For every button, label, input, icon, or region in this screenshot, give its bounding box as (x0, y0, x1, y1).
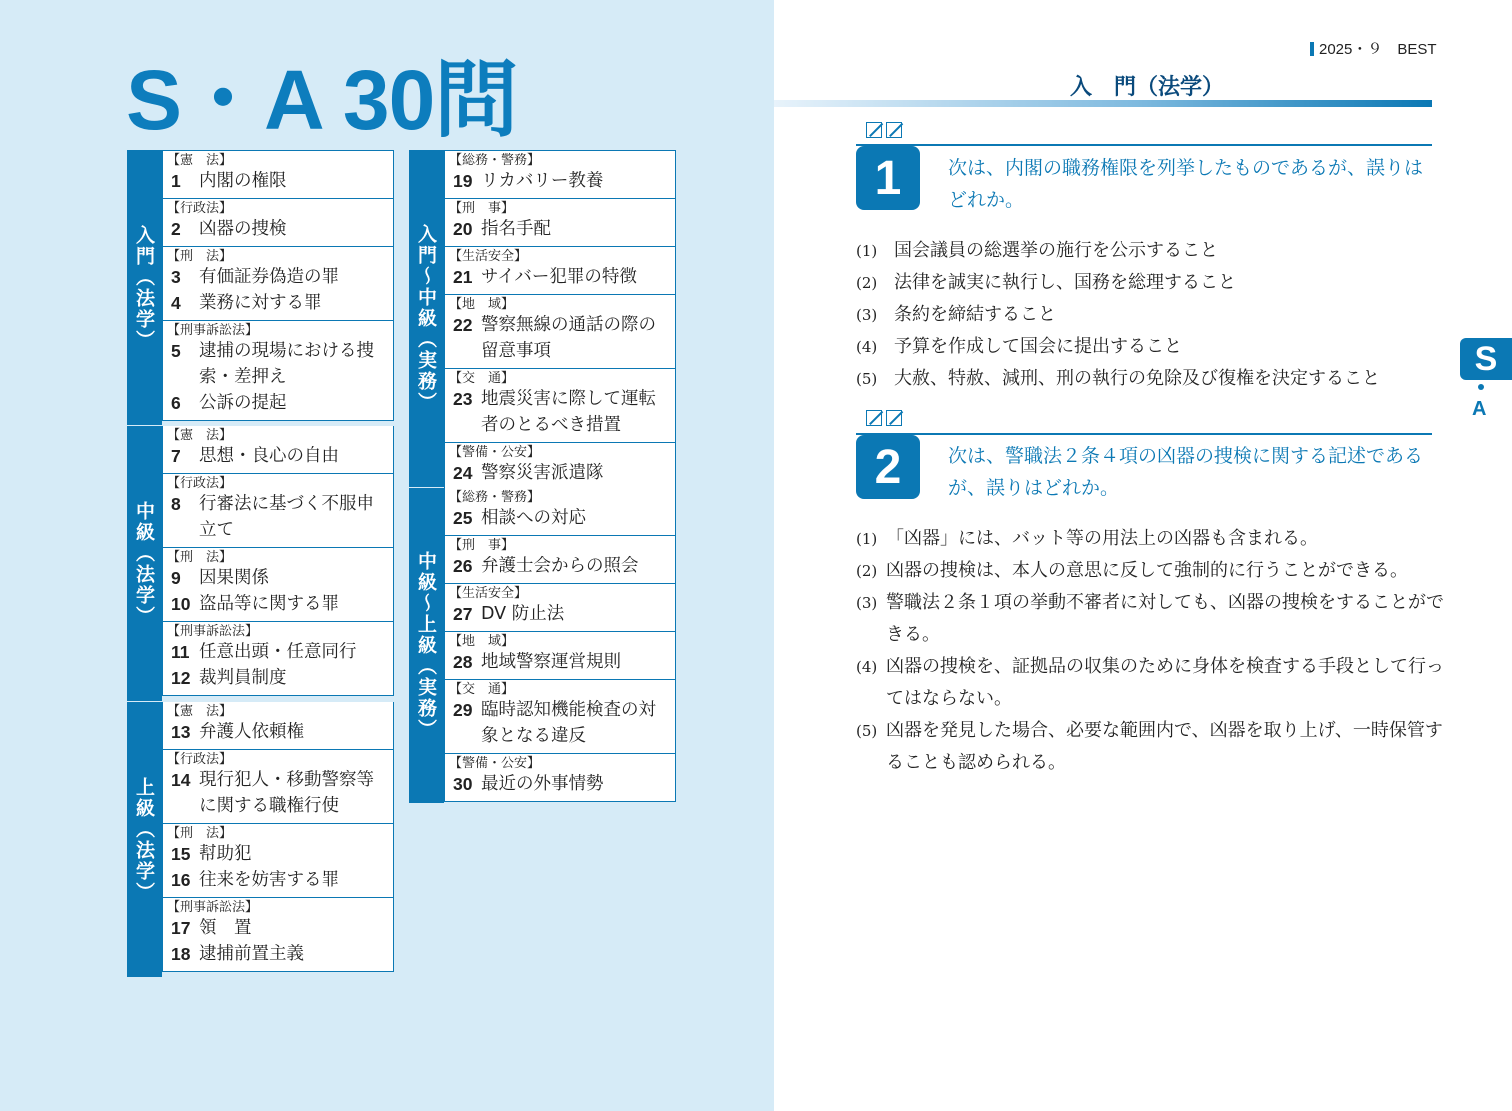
toc-item-number: 2 (171, 219, 181, 239)
toc-category: 【行政法】 (167, 476, 233, 491)
toc-category: 【地 域】 (449, 297, 515, 312)
toc-item-title: 逮捕前置主義 (199, 944, 304, 964)
toc-item[interactable] (167, 338, 391, 390)
choice-number: (3) (856, 594, 878, 612)
toc-item[interactable] (167, 639, 391, 665)
toc-item[interactable] (449, 460, 673, 486)
choice-text: 「凶器」には、バット等の用法上の凶器も含まれる。 (886, 528, 1318, 549)
toc-category: 【交 通】 (449, 371, 515, 386)
toc-item-title: 指名手配 (481, 219, 551, 239)
check-box[interactable] (886, 122, 902, 138)
section-title: 入 門（法学） (1070, 75, 1225, 100)
choice-text: 凶器を発見した場合、必要な範囲内で、凶器を取り上げ、一時保管することも認められる。 (886, 720, 1443, 773)
toc-item-number: 6 (171, 393, 181, 413)
toc-item-number: 19 (453, 171, 473, 191)
choice-text: 凶器の捜検は、本人の意思に反して強制的に行うことができる。 (886, 560, 1408, 581)
toc-item-title: 警察無線の通話の際の留意事項 (481, 315, 656, 361)
toc-item[interactable] (167, 491, 391, 543)
toc-item[interactable] (449, 697, 673, 749)
toc-item-number: 16 (171, 870, 191, 890)
toc-item-number: 8 (171, 494, 181, 514)
toc-group-body (444, 150, 676, 488)
toc-item-title: 最近の外事情勢 (481, 774, 604, 794)
choice-item[interactable] (856, 587, 1446, 651)
toc-section (444, 150, 676, 199)
toc-section (162, 247, 394, 321)
toc-column-2 (409, 150, 676, 804)
toc-item-number: 26 (453, 556, 473, 576)
toc-category: 【警備・公安】 (449, 445, 541, 460)
toc-item[interactable] (167, 290, 391, 316)
toc-group-label (127, 702, 162, 978)
toc-item-number: 27 (453, 604, 473, 624)
toc-section (444, 584, 676, 632)
toc-item[interactable] (167, 390, 391, 416)
side-tab-dot (1478, 384, 1484, 390)
question-rule (856, 433, 1432, 435)
toc-group-label-text: 中級（法学） (133, 500, 155, 627)
title-rule (774, 100, 1432, 107)
toc-category: 【生活安全】 (449, 249, 528, 264)
toc-category: 【刑 事】 (449, 538, 515, 553)
choice-number: (4) (856, 658, 878, 676)
toc-item-number: 12 (171, 668, 191, 688)
choice-number: (2) (856, 274, 878, 292)
toc-item-title: 地域警察運営規則 (481, 652, 621, 672)
toc-item[interactable] (167, 719, 391, 745)
toc-section (162, 474, 394, 548)
page-title: S・A 30問 (126, 53, 518, 147)
toc-item-number: 21 (453, 267, 473, 287)
toc-item[interactable] (449, 312, 673, 364)
toc-category: 【刑 法】 (167, 826, 233, 841)
toc-item[interactable] (449, 771, 673, 797)
toc-group (127, 702, 394, 978)
question-number-badge: 2 (856, 435, 920, 499)
header-text: 2025・９ BEST (1319, 41, 1437, 58)
check-box[interactable] (866, 410, 882, 426)
choice-text: 大赦、特赦、減刑、刑の執行の免除及び復権を決定すること (894, 368, 1380, 389)
toc-group (409, 488, 676, 804)
toc-section (162, 824, 394, 898)
toc-item-number: 17 (171, 918, 191, 938)
toc-group-body (162, 702, 394, 978)
toc-item-title: 思想・良心の自由 (199, 446, 339, 466)
toc-item-title: 弁護士会からの照会 (481, 556, 639, 576)
toc-category: 【総務・警務】 (449, 153, 541, 168)
toc-group-label-text: 中級〜上級（実務） (415, 551, 437, 740)
toc-category: 【警備・公安】 (449, 756, 541, 771)
toc-item-title: DV 防止法 (481, 604, 565, 624)
toc-category: 【行政法】 (167, 752, 233, 767)
toc-section (444, 632, 676, 680)
toc-group-label (409, 488, 444, 804)
toc-item[interactable] (449, 649, 673, 675)
toc-item-title: サイバー犯罪の特徴 (481, 267, 637, 287)
toc-section (444, 680, 676, 754)
toc-section (444, 295, 676, 369)
choice-item[interactable] (856, 299, 1446, 331)
toc-group-label (409, 150, 444, 488)
toc-item[interactable] (167, 841, 391, 867)
choice-text: 凶器の捜検を、証拠品の収集のために身体を検査する手段として行ってはならない。 (886, 656, 1444, 709)
toc-item-title: 盗品等に関する罪 (199, 594, 339, 614)
toc-item-title: 有価証券偽造の罪 (199, 267, 339, 287)
toc-group-body (162, 150, 394, 426)
choice-item[interactable] (856, 715, 1446, 779)
toc-item[interactable] (449, 601, 673, 627)
toc-item[interactable] (167, 767, 391, 819)
toc-section (162, 750, 394, 824)
toc-item-number: 1 (171, 171, 181, 191)
toc-section (162, 548, 394, 622)
toc-group (409, 150, 676, 488)
toc-item[interactable] (449, 386, 673, 438)
toc-category: 【刑 法】 (167, 249, 233, 264)
check-box[interactable] (886, 410, 902, 426)
choice-item[interactable] (856, 523, 1446, 555)
toc-item[interactable] (167, 565, 391, 591)
toc-item-number: 28 (453, 652, 473, 672)
choice-item[interactable] (856, 267, 1446, 299)
toc-item[interactable] (167, 264, 391, 290)
toc-category: 【刑事訴訟法】 (167, 624, 259, 639)
toc-item-number: 3 (171, 267, 181, 287)
toc-item-number: 29 (453, 700, 473, 720)
toc-section (162, 622, 394, 696)
toc-item-number: 22 (453, 315, 473, 335)
toc-section (444, 369, 676, 443)
choice-text: 予算を作成して国会に提出すること (894, 336, 1182, 357)
toc-section (162, 426, 394, 474)
toc-category: 【憲 法】 (167, 704, 233, 719)
toc-item-title: 公訴の提起 (199, 393, 287, 413)
toc-section (162, 199, 394, 247)
toc-item-number: 11 (171, 642, 190, 662)
choice-text: 条約を締結すること (894, 304, 1056, 325)
toc-group-label-text: 入門（法学） (133, 224, 155, 351)
toc-section (444, 199, 676, 247)
toc-column-1 (127, 150, 394, 978)
toc-item-title: 内閣の権限 (199, 171, 287, 191)
check-boxes-q1 (866, 122, 902, 138)
toc-item[interactable] (449, 264, 673, 290)
toc-item-number: 7 (171, 446, 181, 466)
choice-number: (2) (856, 562, 878, 580)
choice-list-q2 (856, 523, 1446, 779)
toc-group-label-text: 入門〜中級（実務） (415, 224, 437, 413)
toc-item[interactable] (449, 553, 673, 579)
toc-category: 【行政法】 (167, 201, 233, 216)
running-header (1310, 38, 1437, 59)
side-tab-s: S (1460, 338, 1512, 380)
choice-item[interactable] (856, 555, 1446, 587)
toc-section (444, 536, 676, 584)
toc-item[interactable] (167, 941, 391, 967)
toc-item-number: 14 (171, 770, 191, 790)
choice-text: 国会議員の総選挙の施行を公示すること (894, 240, 1218, 261)
choice-number: (1) (856, 242, 878, 260)
toc-group-label (127, 426, 162, 702)
toc-group-body (162, 426, 394, 702)
check-boxes-q2 (866, 410, 902, 426)
toc-item-title: 現行犯人・移動警察等に関する職権行使 (199, 770, 374, 816)
question-stem: 次は、警職法２条４項の凶器の捜検に関する記述であるが、誤りはどれか。 (948, 445, 1424, 499)
toc-item[interactable] (167, 591, 391, 617)
header-mark (1310, 42, 1314, 56)
choice-number: (5) (856, 722, 878, 740)
toc-item-title: リカバリー教養 (481, 171, 604, 191)
toc-item-title: 凶器の捜検 (199, 219, 287, 239)
choice-list-q1 (856, 235, 1446, 395)
side-tab-a: A (1472, 398, 1487, 420)
toc-group-label-text: 上級（法学） (133, 776, 155, 903)
toc-category: 【憲 法】 (167, 153, 233, 168)
toc-item-title: 行審法に基づく不服申立て (199, 494, 374, 540)
toc-category: 【交 通】 (449, 682, 515, 697)
toc-item-number: 25 (453, 508, 473, 528)
toc-item[interactable] (167, 168, 391, 194)
toc-item-number: 18 (171, 944, 191, 964)
choice-number: (4) (856, 338, 878, 356)
toc-item-number: 10 (171, 594, 191, 614)
toc-item-number: 23 (453, 389, 473, 409)
toc-section (444, 247, 676, 295)
choice-text: 警職法２条１項の挙動不審者に対しても、凶器の捜検をすることができる。 (886, 592, 1444, 645)
toc-item[interactable] (167, 867, 391, 893)
toc-item-number: 30 (453, 774, 473, 794)
toc-item[interactable] (449, 168, 673, 194)
toc-section (444, 754, 676, 802)
toc-section (162, 321, 394, 421)
toc-group-label (127, 150, 162, 426)
toc-item-number: 24 (453, 463, 473, 483)
choice-number: (5) (856, 370, 878, 388)
choice-item[interactable] (856, 363, 1446, 395)
toc-item-number: 4 (171, 293, 181, 313)
toc-group (127, 150, 394, 426)
toc-section (162, 702, 394, 750)
toc-item[interactable] (167, 665, 391, 691)
toc-category: 【地 域】 (449, 634, 515, 649)
choice-item[interactable] (856, 651, 1446, 715)
choice-number: (1) (856, 530, 878, 548)
toc-item-number: 13 (171, 722, 191, 742)
choice-text: 法律を誠実に執行し、国務を総理すること (894, 272, 1236, 293)
choice-item[interactable] (856, 331, 1446, 363)
toc-section (444, 443, 676, 491)
toc-item-title: 逮捕の現場における捜索・差押え (199, 341, 374, 387)
toc-item-number: 15 (171, 844, 191, 864)
toc-section (444, 488, 676, 536)
toc-item[interactable] (167, 216, 391, 242)
choice-number: (3) (856, 306, 878, 324)
toc-category: 【生活安全】 (449, 586, 528, 601)
toc-item-title: 領 置 (199, 918, 252, 938)
toc-item-title: 臨時認知機能検査の対象となる違反 (481, 700, 656, 746)
toc-item-number: 9 (171, 568, 181, 588)
toc-item-title: 因果関係 (199, 568, 269, 588)
toc-item-title: 警察災害派遣隊 (481, 463, 604, 483)
toc-item-title: 地震災害に際して運転者のとるべき措置 (481, 389, 656, 435)
toc-item[interactable] (449, 216, 673, 242)
toc-category: 【総務・警務】 (449, 490, 541, 505)
toc-item-title: 業務に対する罪 (199, 293, 322, 313)
question-rule (856, 144, 1432, 146)
question-number-badge: 1 (856, 146, 920, 210)
choice-item[interactable] (856, 235, 1446, 267)
toc-item-number: 5 (171, 341, 181, 361)
toc-item-title: 弁護人依頼権 (199, 722, 304, 742)
toc-item-title: 往来を妨害する罪 (199, 870, 339, 890)
toc-section (162, 150, 394, 199)
toc-item-title: 相談への対応 (481, 508, 586, 528)
toc-item[interactable] (167, 915, 391, 941)
toc-category: 【刑 法】 (167, 550, 233, 565)
toc-item-number: 20 (453, 219, 473, 239)
toc-category: 【刑 事】 (449, 201, 515, 216)
toc-item-title: 幇助犯 (199, 844, 252, 864)
toc-section (162, 898, 394, 972)
toc-item[interactable] (167, 443, 391, 469)
toc-category: 【刑事訴訟法】 (167, 323, 259, 338)
question-stem: 次は、内閣の職務権限を列挙したものであるが、誤りはどれか。 (948, 157, 1424, 211)
toc-group (127, 426, 394, 702)
toc-item-title: 任意出頭・任意同行 (199, 642, 357, 662)
check-box[interactable] (866, 122, 882, 138)
toc-item[interactable] (449, 505, 673, 531)
toc-category: 【憲 法】 (167, 428, 233, 443)
toc-group-body (444, 488, 676, 804)
toc-item-title: 裁判員制度 (199, 668, 287, 688)
toc-category: 【刑事訴訟法】 (167, 900, 259, 915)
